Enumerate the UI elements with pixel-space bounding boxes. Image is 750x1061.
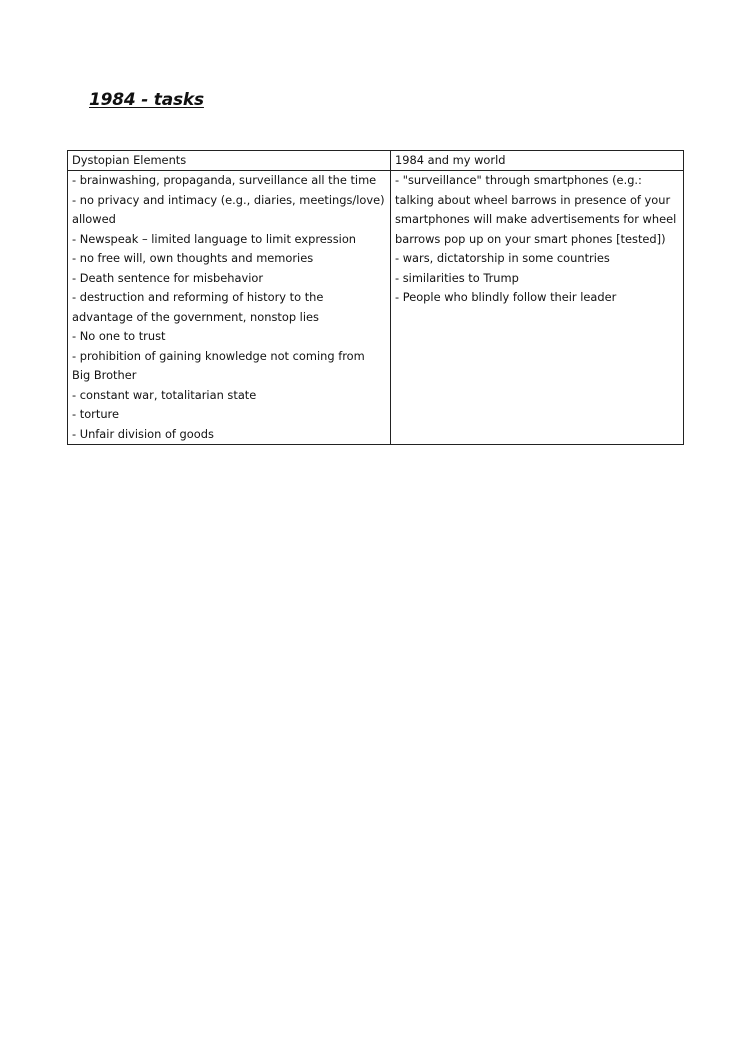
table-header-row <box>68 151 684 171</box>
list-item: - constant war, totalitarian state <box>72 387 257 402</box>
list-item: - destruction and reforming of history to the <box>72 290 324 304</box>
list-item: talking about wheel barrows in presence of your <box>395 192 671 207</box>
list-item: - People who blindly follow their leader <box>395 290 617 304</box>
list-item: Big Brother <box>72 368 137 382</box>
my-world-list <box>395 171 679 308</box>
list-item: - "surveillance" through smartphones (e.g.: <box>395 173 642 187</box>
header-dystopian-elements: Dystopian Elements <box>68 151 391 171</box>
list-item: - brainwashing, propaganda, surveillance all the time <box>72 173 377 187</box>
list-item: - similarities to Trump <box>395 270 519 285</box>
header-1984-and-my-world: 1984 and my world <box>391 151 684 171</box>
table-row <box>68 171 684 445</box>
list-item: - no privacy and intimacy (e.g., diaries, meetings/love) <box>72 192 385 207</box>
list-item: - prohibition of gaining knowledge not coming from <box>72 348 365 363</box>
document-title: 1984 - tasks <box>89 90 204 110</box>
dystopian-elements-cell <box>68 171 391 445</box>
list-item: - Newspeak – limited language to limit expression <box>72 231 357 246</box>
list-item: - torture <box>72 407 119 421</box>
comparison-table <box>67 150 684 445</box>
list-item: - wars, dictatorship in some countries <box>395 251 610 265</box>
list-item: barrows pop up on your smart phones [tested]) <box>395 231 666 246</box>
dystopian-elements-list <box>72 171 386 444</box>
list-item: - No one to trust <box>72 329 166 343</box>
list-item: advantage of the government, nonstop lies <box>72 309 319 324</box>
list-item: smartphones will make advertisements for wheel <box>395 212 677 226</box>
my-world-cell <box>391 171 684 445</box>
list-item: - Death sentence for misbehavior <box>72 270 264 285</box>
list-item: - no free will, own thoughts and memories <box>72 251 314 265</box>
list-item: allowed <box>72 212 116 226</box>
list-item: - Unfair division of goods <box>72 426 214 441</box>
